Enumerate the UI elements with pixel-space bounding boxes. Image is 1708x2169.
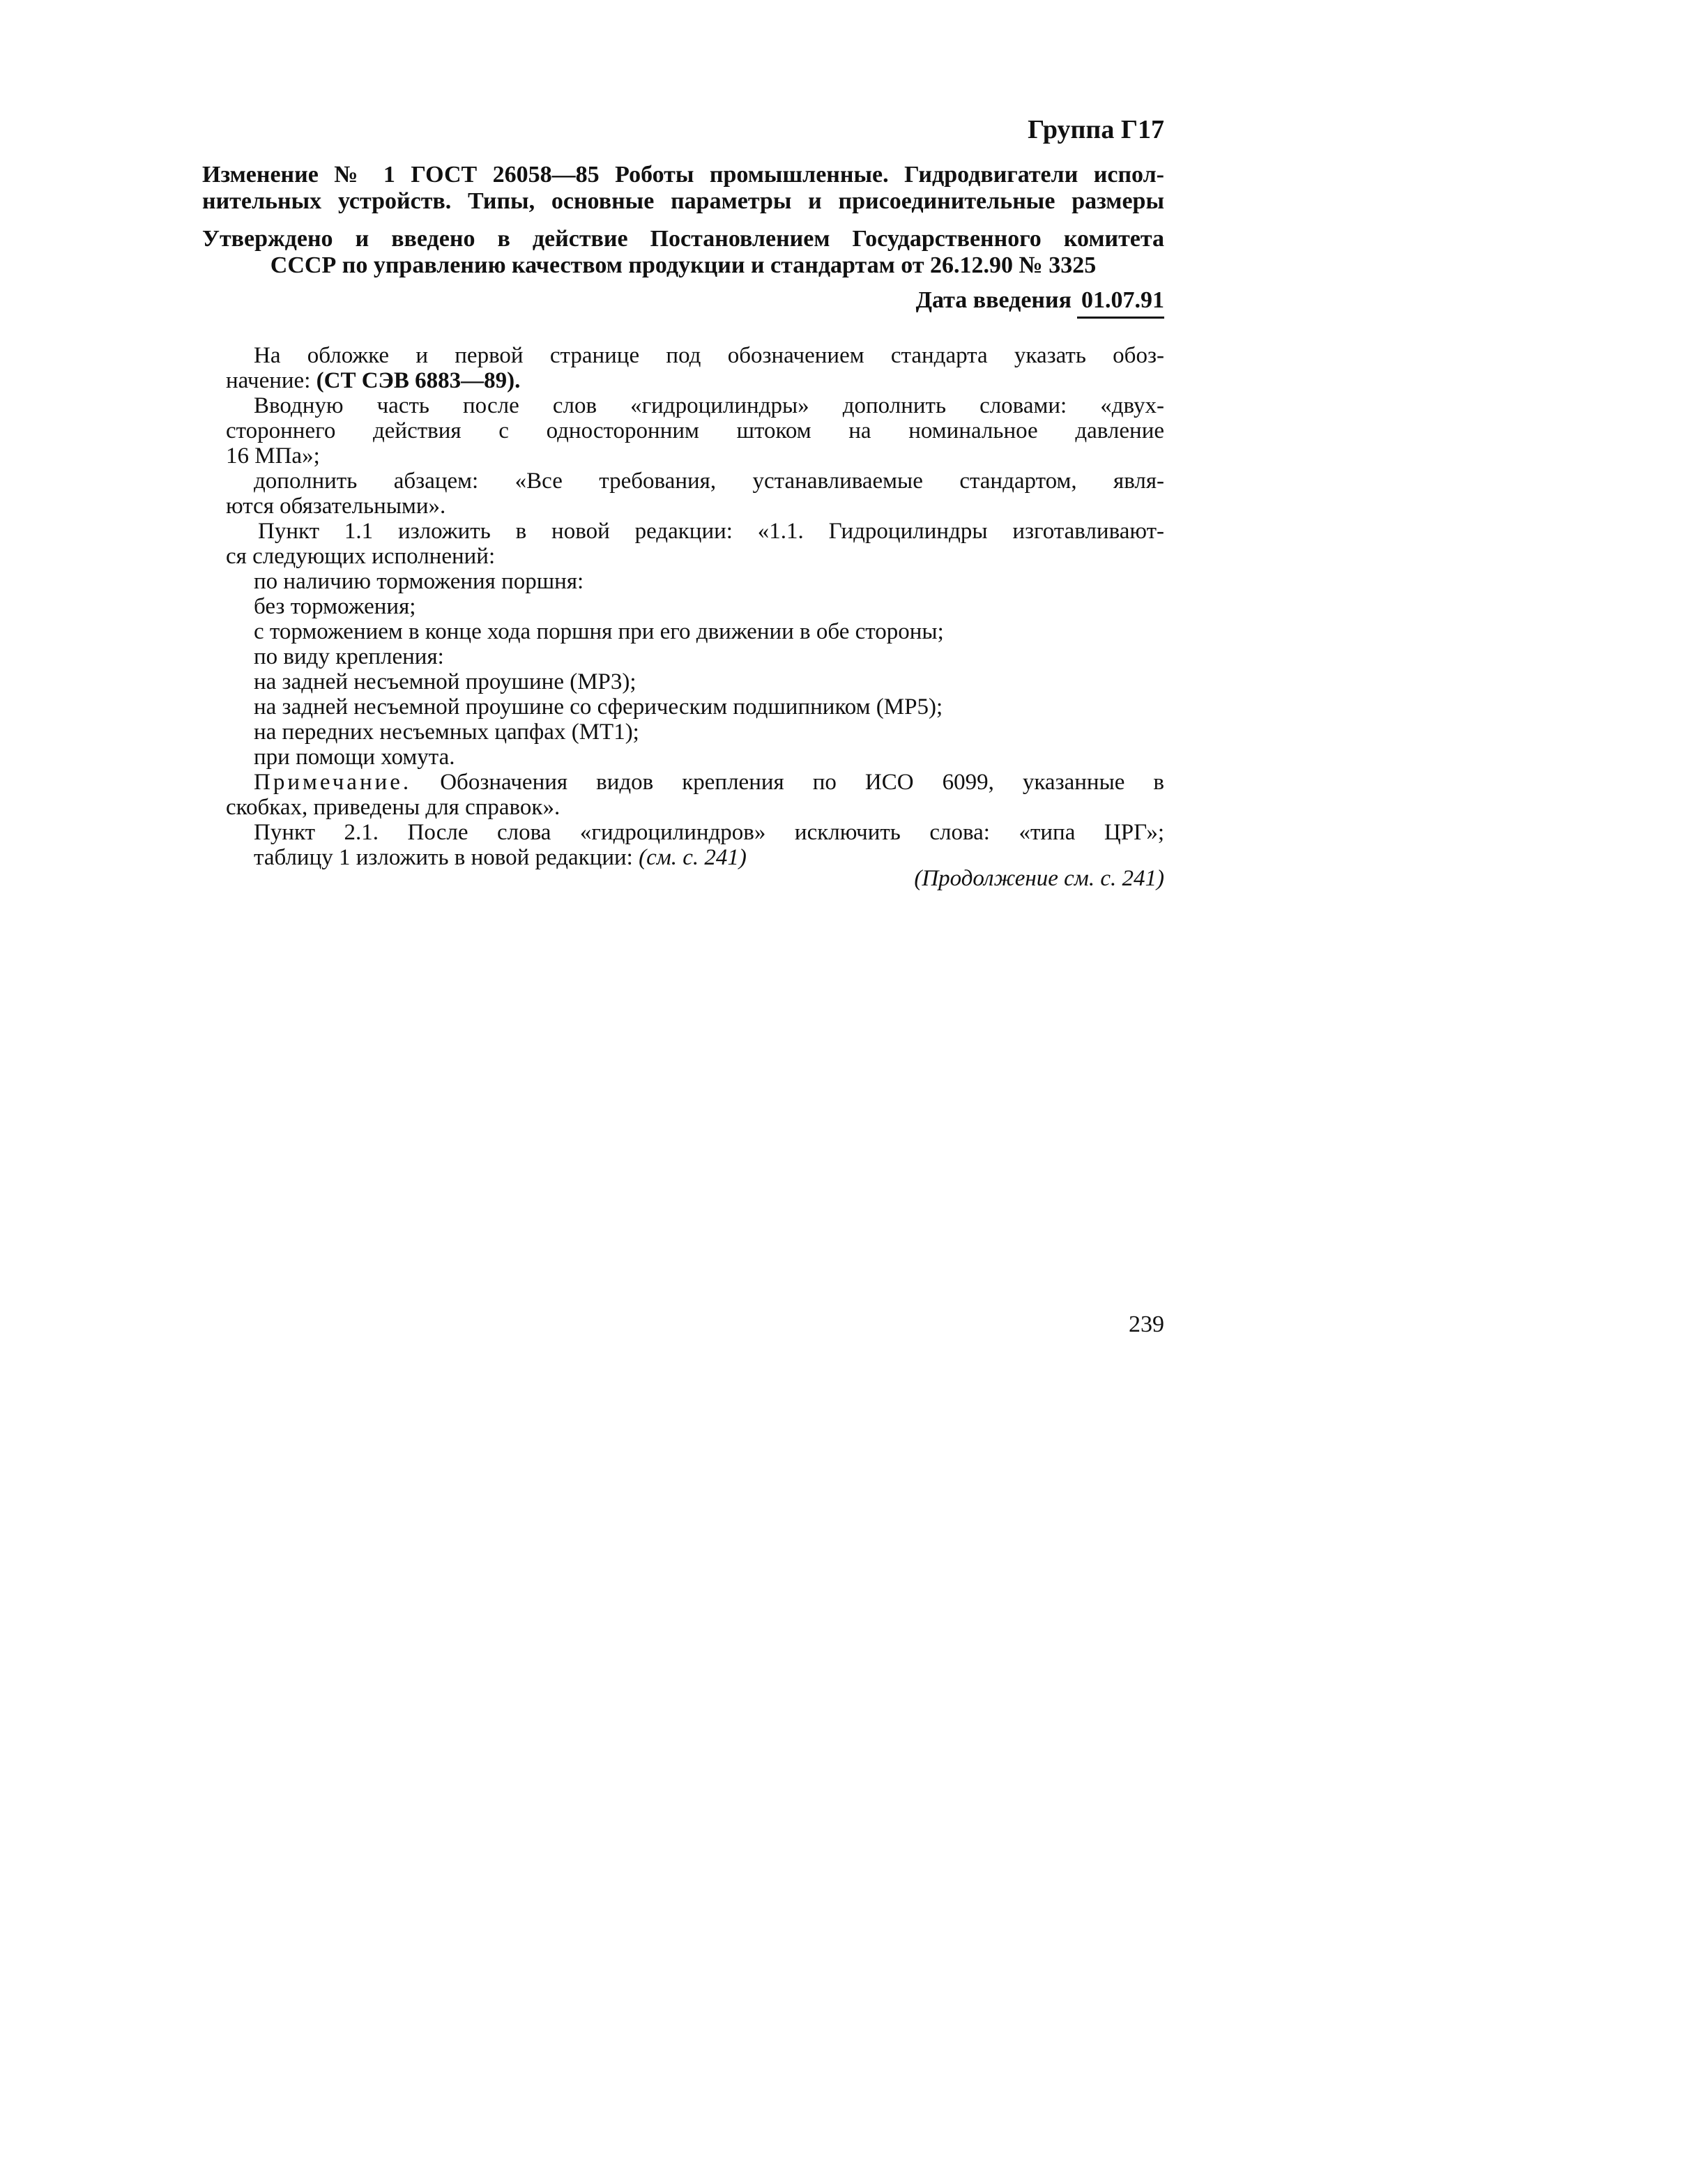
approval-line-2: СССР по управлению качеством продукции и стандартам от 26.12.90 № 3325 [270, 252, 1097, 278]
date-label: Дата введения [915, 287, 1072, 313]
paragraph-intro-line-2: стороннего действия с односторонним штоком на номинальное давление [226, 418, 1164, 443]
list-item: при помощи хомута. [254, 745, 455, 770]
note-line-1 [226, 770, 1164, 795]
effective-date [767, 286, 1164, 319]
approval-statement [202, 226, 1164, 279]
title-line-2: нительных устройств. Типы, основные параметры и присоединительные размеры [202, 188, 1164, 214]
cover-standard-ref: (СТ СЭВ 6883—89). [316, 368, 521, 393]
amendment-title [202, 162, 1164, 215]
list-item: по виду крепления: [254, 644, 444, 669]
table-instruction: таблицу 1 изложить в новой редакции: [254, 845, 639, 870]
group-code: Группа Г17 [1028, 115, 1164, 144]
paragraph-cover-line-1: На обложке и первой странице под обозначением стандарта указать обоз- [254, 343, 1164, 368]
paragraph-requirements-line-1: дополнить абзацем: «Все требования, устанавливаемые стандартом, явля- [254, 469, 1164, 494]
continuation-note: (Продолжение см. с. 241) [914, 866, 1164, 891]
paragraph-cover-line-2 [226, 368, 1164, 393]
approval-line-1: Утверждено и введено в действие Постановлением Государственного комитета [202, 226, 1164, 252]
note-label: Примечание. [254, 770, 412, 795]
list-item: на задней несъемной проушине (МР3); [254, 669, 636, 694]
paragraph-intro-line-3: 16 МПа»; [226, 443, 320, 469]
cover-text: начение: [226, 368, 317, 393]
list-item: с торможением в конце хода поршня при его движении в обе стороны; [254, 619, 944, 644]
paragraph-requirements-line-2: ются обязательными». [226, 494, 446, 519]
paragraph-clause-1-1-line-1: Пункт 1.1 изложить в новой редакции: «1.1. Гидроцилиндры изготавливают- [258, 519, 1164, 544]
paragraph-clause-1-1-line-2: ся следующих исполнений: [226, 544, 496, 569]
page-reference: (см. с. 241) [639, 845, 747, 870]
list-item: по наличию торможения поршня: [254, 569, 584, 594]
note-text: Обозначения видов крепления по ИСО 6099, указанные в [411, 770, 1164, 795]
page-number: 239 [1129, 1311, 1164, 1337]
paragraph-clause-2-1-line-1: Пункт 2.1. После слова «гидроцилиндров» исключить слова: «типа ЦРГ»; [254, 820, 1164, 845]
list-item: без торможения; [254, 594, 416, 619]
date-value: 01.07.91 [1077, 286, 1164, 319]
list-item: на задней несъемной проушине со сферическим подшипником (МР5); [254, 694, 943, 720]
paragraph-intro-line-1: Вводную часть после слов «гидроцилиндры» дополнить словами: «двух- [254, 393, 1164, 418]
amendment-body [226, 343, 1164, 870]
list-item: на передних несъемных цапфах (МТ1); [254, 720, 639, 745]
title-line-1: Изменение № 1 ГОСТ 26058—85 Роботы промышленные. Гидродвигатели испол- [202, 162, 1164, 188]
note-line-2: скобках, приведены для справок». [226, 795, 561, 820]
